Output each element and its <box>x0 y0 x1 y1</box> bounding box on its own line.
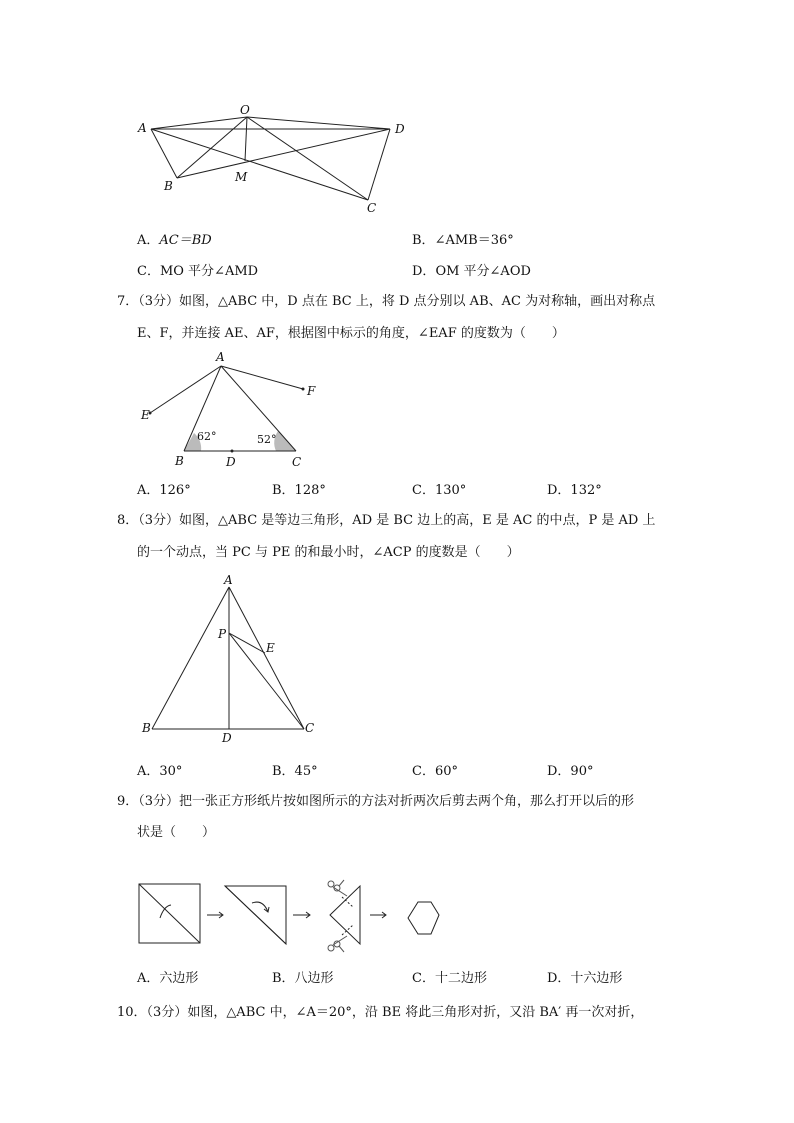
q9-option-b: B．八边形 <box>272 971 334 986</box>
q6-option-c-letter: C． <box>137 264 160 279</box>
q8-label-e: E <box>266 641 275 655</box>
q8-text-line2: 的一个动点，当 PC 与 PE 的和最小时，∠ACP 的度数是（ ） <box>137 545 520 560</box>
q8-label-p: P <box>218 627 227 641</box>
q6-option-d-text: OM 平分∠AOD <box>435 264 531 279</box>
q7-angle-b: 62° <box>197 430 217 443</box>
q8-option-b: B．45° <box>272 764 318 779</box>
q8-label-c: C <box>305 721 315 735</box>
q9-text-line1: 9．（3分）把一张正方形纸片按如图所示的方法对折两次后剪去两个角，那么打开以后的形 <box>117 794 635 809</box>
q6-option-a-letter: A． <box>137 233 160 248</box>
scissors-icon-bottom <box>328 936 347 952</box>
q6-option-c-text: MO 平分∠AMD <box>159 264 259 279</box>
q9-option-a: A．六边形 <box>137 971 199 986</box>
q7-label-b: B <box>175 454 184 468</box>
q6-option-d-letter: D． <box>412 264 436 279</box>
q6-label-o: O <box>240 103 250 117</box>
q6-option-b-text: ∠AMB＝36° <box>434 233 514 248</box>
q7-text-line2: E、F，并连接 AE、AF，根据图中标示的角度，∠EAF 的度数为（ ） <box>137 326 565 341</box>
q8-option-d: D．90° <box>547 764 594 779</box>
q6-label-d: D <box>395 122 405 136</box>
q7-label-f: F <box>307 384 316 398</box>
q8-option-c: C．60° <box>412 764 458 779</box>
q8-label-d: D <box>222 731 232 745</box>
q9-option-c: C．十二边形 <box>412 971 487 986</box>
q6-label-b: B <box>164 179 173 193</box>
q6-label-m: M <box>235 170 248 184</box>
q7-label-e: E <box>141 408 150 422</box>
q7-label-a: A <box>216 350 225 364</box>
q7-label-c: C <box>292 455 302 469</box>
q8-option-a: A．30° <box>137 764 183 779</box>
q8-text-line1: 8．（3分）如图，△ABC 是等边三角形，AD 是 BC 边上的高，E 是 AC 的中点，P 是 AD 上 <box>117 513 656 528</box>
q7-option-d: D．132° <box>547 483 602 498</box>
q8-label-b: B <box>142 721 151 735</box>
q7-label-d: D <box>226 455 236 469</box>
q7-angle-c: 52° <box>257 433 277 446</box>
scissors-icon-top <box>328 880 347 896</box>
q9-text-line2: 状是（ ） <box>137 825 216 840</box>
q6-option-b-letter: B． <box>412 233 435 248</box>
q9-option-d: D．十六边形 <box>547 971 623 986</box>
q6-label-a: A <box>138 121 147 135</box>
q10-text-line1: 10．（3分）如图，△ABC 中，∠A＝20°，沿 BE 将此三角形对折，又沿 BA′ 再一次对折， <box>117 1005 644 1020</box>
q7-text-line1: 7．（3分）如图，△ABC 中，D 点在 BC 上，将 D 点分别以 AB、AC 为对称轴，画出对称点 <box>117 294 656 309</box>
q6-option-a-text: AC＝BD <box>159 233 212 248</box>
q7-option-c: C．130° <box>412 483 467 498</box>
q8-label-a: A <box>224 573 233 587</box>
q7-option-a: A．126° <box>137 483 191 498</box>
q7-option-b: B．128° <box>272 483 326 498</box>
q6-label-c: C <box>367 201 377 215</box>
